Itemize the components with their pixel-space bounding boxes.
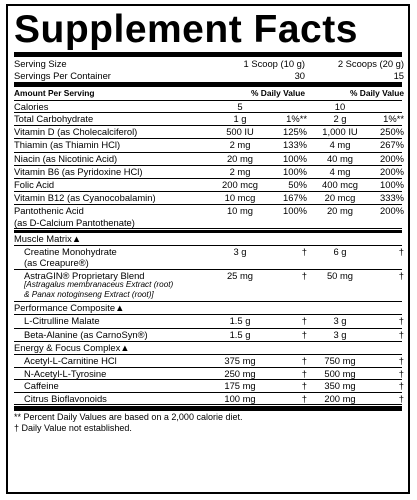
creatine-form: (as Creapure®) [24, 257, 89, 269]
pantothenic-name: Pantothenic Acid [14, 205, 84, 217]
ingredient-name: N-Acetyl-L-Tyrosine [24, 367, 107, 379]
amount-2: 200 mg [324, 392, 356, 404]
astragin-ingredient-2: & Panax notoginseng Extract (root)] [24, 289, 154, 299]
calories-value-2: 10 [334, 100, 346, 112]
astragin-ingredient-1: [Astragalus membranaceus Extract (root) [24, 280, 174, 290]
ingredient-name: Niacin (as Nicotinic Acid) [14, 152, 118, 164]
daily-value-1: † [301, 392, 307, 404]
divider-thick [14, 52, 402, 57]
energy-heading [14, 342, 402, 356]
daily-value-1: † [301, 355, 307, 367]
astragin-name: AstraGIN® Proprietary Blend [24, 269, 145, 281]
servings-per-container-2: 15 [393, 69, 404, 81]
serving-size-label: Serving Size [14, 58, 67, 69]
amount-2: 4 mg [329, 165, 351, 177]
daily-value-1: 167% [283, 192, 307, 204]
nutrient-row [14, 126, 402, 139]
amount-1: 1.5 g [229, 328, 251, 340]
performance-composite-label: Performance Composite▲ [14, 301, 125, 313]
servings-per-container-label: Servings Per Container [14, 69, 111, 81]
amount-2: 20 mcg [324, 192, 356, 204]
amount-1: 2 mg [229, 139, 251, 151]
daily-value-header-2: % Daily Value [350, 88, 404, 98]
panel-title: Supplement Facts [14, 8, 358, 51]
daily-value-1: † [301, 367, 307, 379]
ingredient-name: Beta-Alanine (as CarnoSyn®) [24, 328, 148, 340]
creatine-dv-1: † [301, 245, 307, 257]
ingredient-name: Thiamin (as Thiamin HCl) [14, 139, 121, 151]
creatine-row [14, 246, 402, 270]
performance-item-row [14, 329, 402, 342]
ingredient-name: Vitamin B12 (as Cyanocobalamin) [14, 192, 156, 204]
amount-2: 3 g [333, 315, 347, 327]
amount-1: 175 mg [224, 380, 256, 392]
ingredient-name: Citrus Bioflavonoids [24, 392, 107, 404]
energy-item-row [14, 380, 402, 393]
daily-value-1: 50% [288, 178, 307, 190]
ingredient-name: Vitamin D (as Cholecalciferol) [14, 126, 138, 138]
energy-focus-label: Energy & Focus Complex▲ [14, 341, 130, 353]
daily-value-1: 100% [283, 165, 307, 177]
footnote-dagger: † Daily Value not established. [14, 422, 132, 433]
daily-value-1: 133% [283, 139, 307, 151]
performance-item-row [14, 315, 402, 328]
nutrient-row [14, 139, 402, 152]
calories-value-1: 5 [237, 100, 243, 112]
divider-thick [14, 82, 402, 87]
ingredient-name: Vitamin B6 (as Pyridoxine HCl) [14, 165, 143, 177]
serving-size-2: 2 Scoops (20 g) [337, 58, 404, 69]
nutrient-row [14, 113, 402, 126]
ingredient-name: Acetyl-L-Carnitine HCl [24, 355, 117, 367]
amount-1: 1.5 g [229, 315, 251, 327]
servings-per-container-row [14, 70, 402, 82]
daily-value-2: † [398, 328, 404, 340]
daily-value-1: 100% [283, 152, 307, 164]
nutrient-row [14, 192, 402, 205]
calories-label: Calories [14, 100, 49, 112]
daily-value-1: † [301, 380, 307, 392]
ingredient-name: Folic Acid [14, 178, 55, 190]
amount-header-row [14, 88, 402, 101]
energy-item-row [14, 368, 402, 381]
energy-item-row [14, 393, 402, 406]
daily-value-2: 333% [380, 192, 404, 204]
serving-size-1: 1 Scoop (10 g) [243, 58, 305, 69]
amount-2: 40 mg [326, 152, 354, 164]
calories-row [14, 101, 402, 114]
daily-value-1: 1%** [286, 113, 307, 124]
amount-1: 20 mg [226, 152, 254, 164]
divider-thick [14, 406, 402, 411]
daily-value-1: † [301, 315, 307, 327]
pantothenic-row [14, 205, 402, 229]
daily-value-2: 200% [380, 165, 404, 177]
daily-value-2: † [398, 392, 404, 404]
amount-2: 500 mg [324, 367, 356, 379]
amount-2: 400 mcg [322, 178, 358, 190]
amount-2: 350 mg [324, 380, 356, 392]
amount-1: 2 mg [229, 165, 251, 177]
energy-list [14, 355, 402, 405]
daily-value-2: 267% [380, 139, 404, 151]
daily-value-2: 250% [380, 126, 404, 138]
muscle-matrix-label: Muscle Matrix▲ [14, 233, 82, 245]
amount-1: 200 mcg [222, 178, 258, 190]
muscle-matrix-heading [14, 233, 402, 246]
creatine-amount-2: 6 g [333, 245, 347, 257]
creatine-dv-2: † [398, 245, 404, 257]
daily-value-2: 200% [380, 152, 404, 164]
nutrient-row [14, 153, 402, 166]
daily-value-2: † [398, 355, 404, 367]
pantothenic-amount-2: 20 mg [326, 205, 354, 217]
amount-2: 3 g [333, 328, 347, 340]
creatine-name: Creatine Monohydrate [24, 245, 117, 257]
ingredient-name: Total Carbohydrate [14, 113, 94, 124]
amount-per-serving-label: Amount Per Serving [14, 88, 95, 98]
amount-1: 250 mg [224, 367, 256, 379]
daily-value-header-1: % Daily Value [251, 88, 305, 98]
amount-1: 10 mcg [224, 192, 256, 204]
astragin-dv-1: † [301, 269, 307, 281]
daily-value-2: † [398, 367, 404, 379]
amount-2: 2 g [333, 113, 347, 124]
servings-per-container-1: 30 [294, 69, 305, 81]
nutrient-row [14, 179, 402, 192]
amount-2: 4 mg [329, 139, 351, 151]
energy-item-row [14, 355, 402, 368]
ingredient-name: Caffeine [24, 380, 59, 392]
amount-1: 500 IU [226, 126, 254, 138]
supplement-facts-panel [6, 4, 410, 494]
performance-heading [14, 302, 402, 316]
footnote-dv: ** Percent Daily Values are based on a 2,000 calorie diet. [14, 412, 243, 423]
amount-2: 1,000 IU [322, 126, 358, 138]
nutrient-row [14, 166, 402, 179]
performance-list [14, 315, 402, 341]
nutrient-list [14, 113, 402, 205]
amount-1: 1 g [233, 113, 247, 124]
amount-1: 100 mg [224, 392, 256, 404]
astragin-dv-2: † [398, 269, 404, 281]
astragin-amount-2: 50 mg [326, 269, 354, 281]
amount-2: 750 mg [324, 355, 356, 367]
daily-value-1: 125% [283, 126, 307, 138]
creatine-amount-1: 3 g [233, 245, 247, 257]
amount-1: 375 mg [224, 355, 256, 367]
pantothenic-dv-2: 200% [380, 205, 404, 217]
ingredient-name: L-Citrulline Malate [24, 315, 100, 327]
serving-size-row [14, 58, 402, 70]
pantothenic-amount-1: 10 mg [226, 205, 254, 217]
daily-value-2: 100% [380, 178, 404, 190]
daily-value-2: † [398, 380, 404, 392]
daily-value-1: † [301, 328, 307, 340]
astragin-amount-1: 25 mg [226, 269, 254, 281]
pantothenic-form: (as D-Calcium Pantothenate) [14, 216, 135, 228]
daily-value-2: † [398, 315, 404, 327]
astragin-row [14, 270, 402, 302]
pantothenic-dv-1: 100% [283, 205, 307, 217]
daily-value-2: 1%** [383, 113, 404, 124]
